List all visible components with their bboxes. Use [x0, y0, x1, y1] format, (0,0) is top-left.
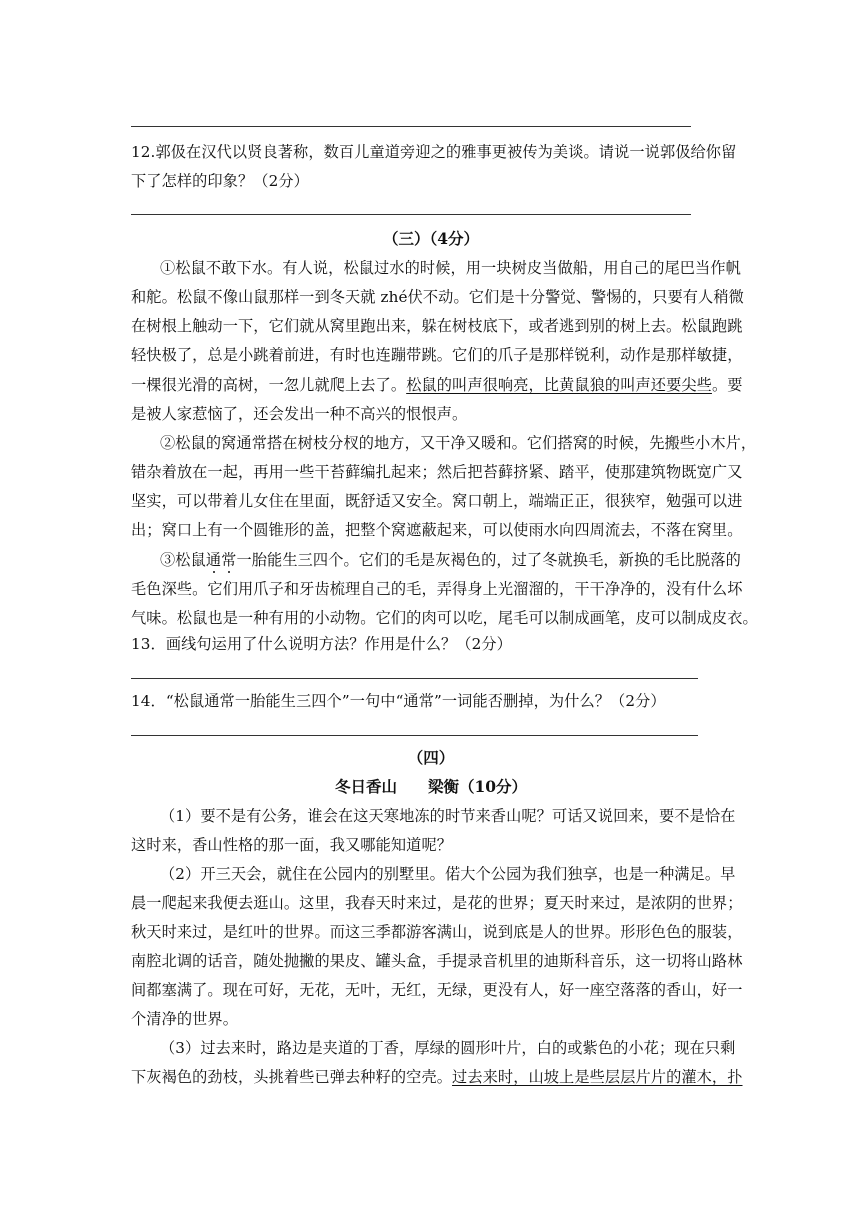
s3-p1-line-3: 在树根上触动一下，它们就从窝里跑出来，躲在树枝底下，或者逃到别的树上去。松鼠跑跳 [131, 317, 743, 335]
s4-p1-line-1: （1）要不是有公务，谁会在这天寒地冻的时节来香山呢？可话又说回来，要不是恰在 [160, 807, 736, 825]
emphasis-dot-char: 通 [205, 551, 222, 569]
s4-p2-line-1: （2）开三天会，就住在公园内的别墅里。偌大个公园为我们独享，也是一种满足。早 [160, 865, 736, 883]
s3-p3-line-1-start: ③松鼠 [160, 551, 206, 569]
answer-line-q12[interactable] [131, 214, 691, 215]
underlined-sentence: 松鼠的叫声很响亮，比黄鼠狼的叫声还要尖些 [406, 376, 712, 394]
s3-p3-line-3: 气味。松鼠也是一种有用的小动物。它们的肉可以吃，尾毛可以制成画笔，皮可以制成皮衣。 [131, 609, 758, 627]
underlined-sentence: 过去来时，山坡上是些层层片片的灌木，扑 [452, 1068, 743, 1086]
question-13: 13．画线句运用了什么说明方法？作用是什么？（2分） [131, 635, 512, 653]
s4-p2-line-3: 秋天时来过，是红叶的世界。而这三季都游客满山，说到底是人的世界。形形色色的服装， [131, 923, 743, 941]
s3-p1-line-5-text: 一棵很光滑的高树，一忽儿就爬上去了。 [131, 376, 407, 394]
article-title: 冬日香山 梁衡（10分） [334, 777, 528, 796]
s4-p1-line-2: 这时来，香山性格的那一面，我又哪能知道呢？ [131, 836, 453, 854]
answer-line[interactable] [131, 126, 691, 127]
s3-p3-line-1 [160, 550, 741, 570]
s3-p3-line-1-rest: 一胎能生三四个。它们的毛是灰褐色的，过了冬就换毛，新换的毛比脱落的 [236, 551, 741, 569]
s4-p2-line-5: 间都塞满了。现在可好，无花，无叶，无红，无绿，更没有人，好一座空落落的香山，好一 [131, 981, 743, 999]
s4-p2-line-2: 晨一爬起来我便去逛山。这里，我春天时来过，是花的世界；夏天时来过，是浓阴的世界； [131, 894, 743, 912]
s3-p1-line-6: 是被人家惹恼了，还会发出一种不高兴的恨恨声。 [131, 405, 468, 423]
s4-p3-line-2 [131, 1067, 743, 1087]
s3-p1-line-1: ①松鼠不敢下水。有人说，松鼠过水的时候，用一块树皮当做船，用自己的尾巴当作帆 [160, 259, 741, 277]
section-3-heading: （三）（4分） [382, 229, 480, 248]
s3-p2-line-4: 出；窝口上有一个圆锥形的盖，把整个窝遮蔽起来，可以使雨水向四周流去，不落在窝里。 [131, 521, 743, 539]
s4-p3-line-1: （3）过去来时，路边是夹道的丁香，厚绿的圆形叶片，白的或紫色的小花；现在只剩 [160, 1039, 736, 1057]
section-4-heading: （四） [407, 748, 455, 767]
question-14: 14．“松鼠通常一胎能生三四个”一句中“通常”一词能否删掉，为什么？（2分） [131, 692, 666, 710]
s3-p3-line-2: 毛色深些。它们用爪子和牙齿梳理自己的毛，弄得身上光溜溜的，干干净净的，没有什么坏 [131, 580, 743, 598]
question-12-line-2: 下了怎样的印象？（2分） [131, 172, 309, 190]
s3-p2-line-1: ②松鼠的窝通常搭在树枝分杈的地方，又干净又暖和。它们搭窝的时候，先搬些小木片， [160, 434, 757, 452]
s4-p3-line-2-text: 下灰褐色的劲枝，头挑着些已弹去种籽的空壳。 [131, 1068, 453, 1086]
s3-p2-line-3: 坚实，可以带着儿女住在里面，既舒适又安全。窝口朝上，端端正正，很狭窄，勉强可以进 [131, 492, 743, 510]
s3-p2-line-2: 错杂着放在一起，再用一些干苔藓编扎起来；然后把苔藓挤紧、踏平，使那建筑物既宽广又 [131, 463, 743, 481]
s4-p2-line-4: 南腔北调的话音，随处抛撇的果皮、罐头盒，手提录音机里的迪斯科音乐，这一切将山路林 [131, 952, 743, 970]
s3-p1-line-5 [131, 375, 743, 395]
answer-line-q13[interactable] [131, 678, 698, 679]
s4-p2-line-6: 个清净的世界。 [131, 1010, 239, 1028]
s3-p1-line-4: 轻快极了，总是小跳着前进，有时也连蹦带跳。它们的爪子是那样锐利，动作是那样敏捷， [131, 346, 743, 364]
s3-p1-line-5-tail: 。要 [711, 376, 743, 394]
answer-line-q14[interactable] [131, 735, 698, 736]
emphasis-dot-char: 常 [221, 551, 237, 569]
s3-p1-line-2: 和舵。松鼠不像山鼠那样一到冬天就 zhé伏不动。它们是十分警觉、警惕的，只要有人稍微 [131, 288, 744, 306]
question-12-line-1: 12.郭伋在汉代以贤良著称，数百儿童道旁迎之的雅事更被传为美谈。请说一说郭伋给你留 [131, 143, 737, 161]
